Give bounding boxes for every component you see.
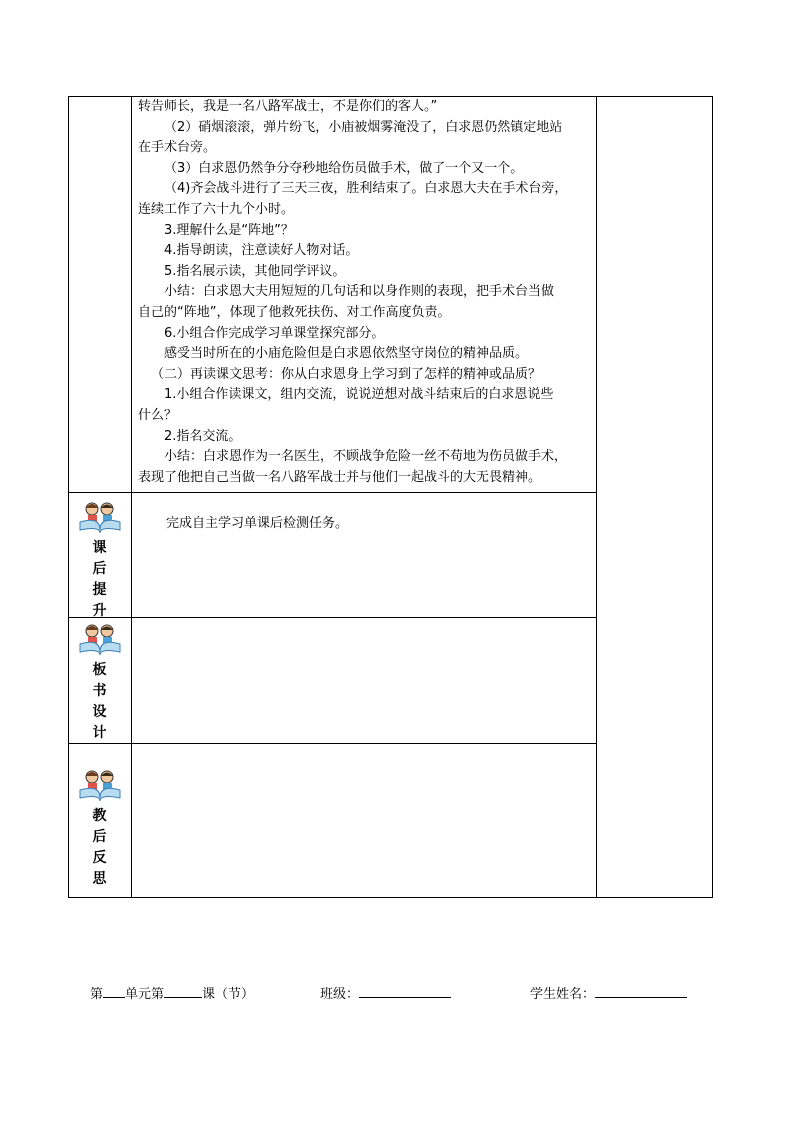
lesson-line: （4)齐会战斗进行了三天三夜，胜利结束了。白求恩大夫在手术台旁， — [164, 181, 568, 197]
lesson-line: 5.指名展示读，其他同学评议。 — [164, 263, 346, 279]
class-blank[interactable] — [359, 984, 451, 998]
lesson-line: 转告师长，我是一名八路军战士，不是你们的客人。” — [138, 99, 438, 114]
section-label-board-design — [68, 622, 131, 744]
notes-column-divider — [596, 96, 597, 898]
row-divider-3 — [68, 743, 596, 744]
label-char: 板 — [92, 662, 107, 678]
lesson-line: 小结：白求恩作为一名医生，不顾战争危险一丝不苟地为伤员做手术， — [164, 449, 568, 465]
lesson-line: 6.小组合作完成学习单课堂探究部分。 — [164, 325, 385, 341]
lesson-line: （2）硝烟滚滚，弹片纷飞，小庙被烟雾淹没了，白求恩仍然镇定地站 — [164, 119, 563, 135]
label-char: 书 — [92, 683, 107, 699]
label-char: 设 — [92, 704, 107, 720]
label-char: 教 — [92, 808, 107, 824]
row-divider-1 — [68, 492, 596, 493]
footer-student-name — [530, 983, 687, 1002]
label-char: 计 — [92, 725, 107, 741]
lesson-line: 连续工作了六十九个小时。 — [138, 201, 295, 217]
lesson-line: 小结：白求恩大夫用短短的几句话和以身作则的表现，把手术台当做 — [164, 284, 555, 300]
lesson-line: 什么？ — [138, 407, 178, 423]
lesson-line: 在手术台旁。 — [138, 140, 217, 156]
label-char: 升 — [92, 603, 107, 619]
label-char: 提 — [92, 582, 107, 598]
row-divider-2 — [68, 617, 596, 618]
lesson-line: 2.指名交流。 — [164, 428, 242, 444]
lesson-line: （二）再读课文思考：你从白求恩身上学习到了怎样的精神或品质？ — [151, 366, 542, 382]
children-reading-icon — [76, 622, 124, 656]
table-border-bottom — [68, 897, 713, 898]
lesson-body — [138, 97, 596, 488]
lesson-line: 表现了他把自己当做一名八路军战士并与他们一起战斗的大无畏精神。 — [138, 469, 542, 485]
lesson-line: 感受当时所在的小庙危险但是白求恩依然坚守岗位的精神品质。 — [164, 346, 529, 362]
section-label-after-class — [68, 500, 131, 622]
children-reading-icon — [76, 768, 124, 802]
table-border-right — [712, 96, 713, 898]
lesson-line: 3.理解什么是“阵地”？ — [164, 222, 294, 238]
label-char: 课 — [92, 540, 107, 556]
section-label-reflection — [68, 768, 131, 890]
after-class-task: 完成自主学习单课后检测任务。 — [166, 516, 349, 531]
footer-unit-lesson — [90, 983, 254, 1002]
lesson-line: 1.小组合作读课文，组内交流，说说逆想对战斗结束后的白求恩说些 — [164, 387, 554, 403]
footer-unit-label: 单元第 — [125, 987, 165, 1002]
after-class-content — [166, 514, 586, 535]
label-column-divider — [131, 96, 132, 898]
class-label: 班级： — [320, 987, 360, 1002]
label-char: 后 — [92, 829, 107, 845]
lesson-number-blank[interactable] — [164, 984, 202, 998]
label-char: 反 — [92, 850, 107, 866]
lesson-line: 4.指导朗读，注意读好人物对话。 — [164, 243, 359, 259]
children-reading-icon — [76, 500, 124, 534]
unit-number-blank[interactable] — [103, 984, 125, 998]
label-char: 思 — [92, 871, 107, 887]
footer-class — [320, 983, 451, 1002]
lesson-line: （3）白求恩仍然争分夺秒地给伤员做手术，做了一个又一个。 — [164, 160, 524, 176]
student-name-blank[interactable] — [595, 984, 687, 998]
label-char: 后 — [92, 561, 107, 577]
lesson-line: 自己的“阵地”，体现了他救死扶伤、对工作高度负责。 — [138, 304, 451, 320]
student-name-label: 学生姓名： — [530, 987, 596, 1002]
footer-unit-prefix: 第 — [90, 987, 104, 1002]
lesson-plan-table — [68, 96, 713, 898]
footer-lesson-label: 课（节） — [202, 987, 255, 1002]
